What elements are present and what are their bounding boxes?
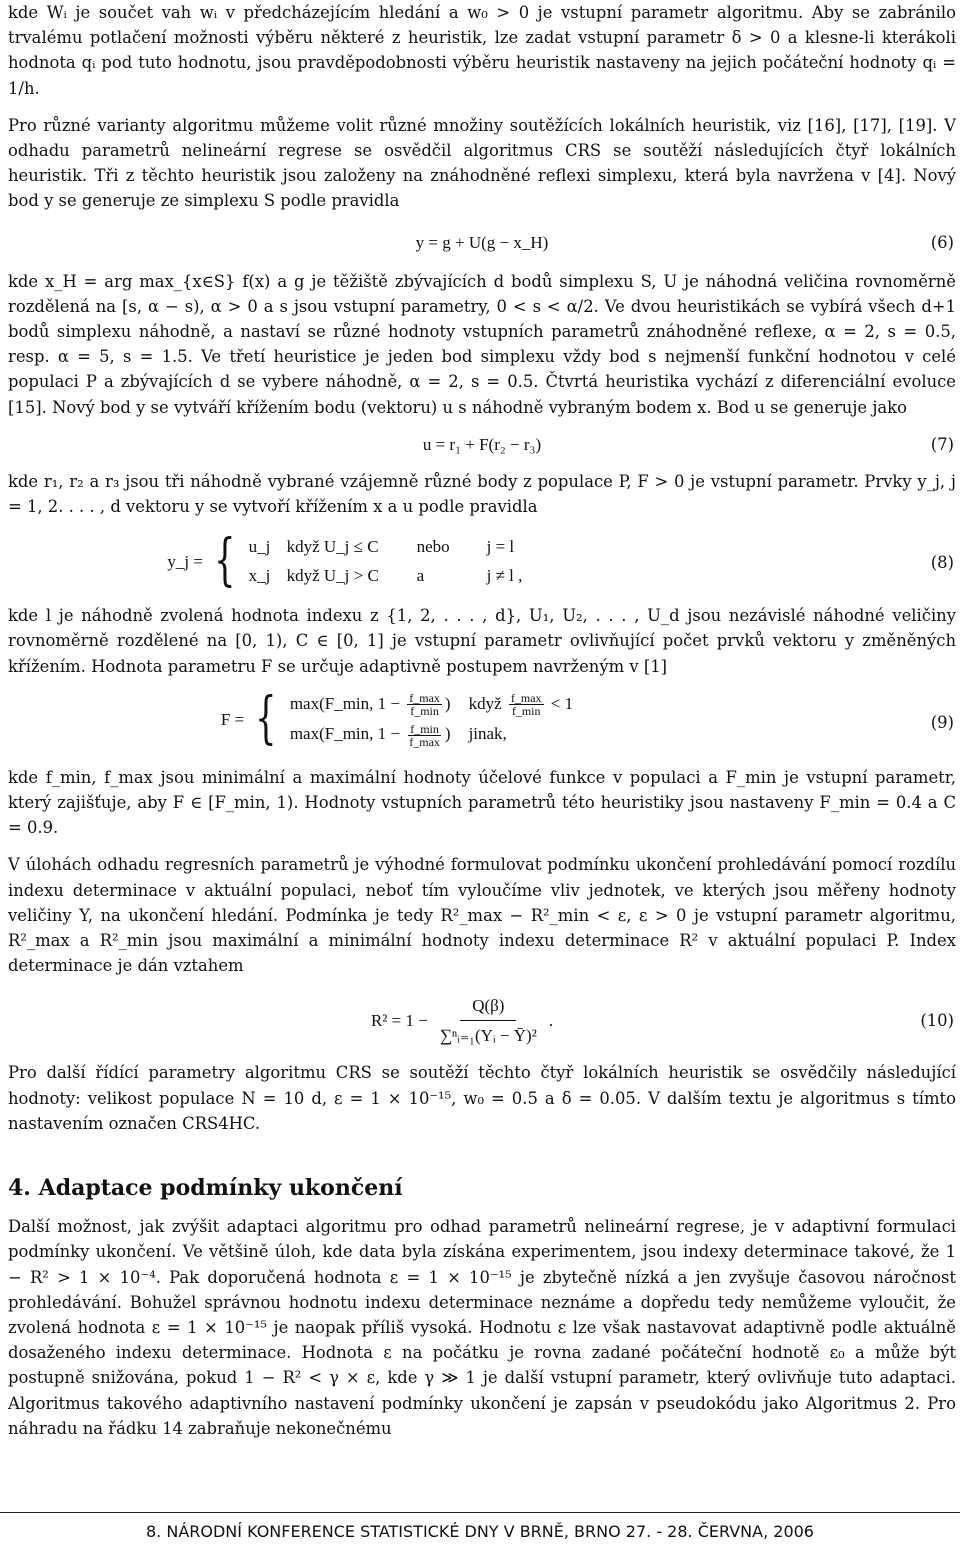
paragraph-fmin: kde f_min, f_max jsou minimální a maximální hodnoty účelové funkce v populaci a F_min je vstupní parametr, který zajišťuje, aby F ∈ [F_min, 1). Hodnoty vstupních parametrů této heuristiky jsou nastaveny F_min = 0.4 a C = 0.9. (8, 767, 956, 838)
paragraph-reflection: kde x_H = arg max_{x∈S} f(x) a g je těžiště zbývajících d bodů simplexu S, U je náhodná veličina rovnoměrně rozdělená na [s, α − s), α > 0 a s jsou vstupní parametry, 0 < s < α/2. Ve dvou heuristikách se vybírá všech d+1 bodů simplexu náhodně, a nastaví se různé hodnoty vstupních parametrů znáhodněné reflexe, α = 2, s = 0.5, resp. α = 5, s = 1.5. Ve třetí heuristice je jeden bod simplexu vždy bod s nejmenší funkční hodnotou v celé populaci P a zbývajících d se vybere náhodně, α = 2, s = 0.5. Čtvrtá heuristika vychází z diferenciální evoluce [15]. Nový bod y se vytváří křížením bodu (vektoru) u s náhodně vybraným bodem x. Bod u se generuje jako (8, 271, 956, 417)
equation-6-number: (6) (930, 232, 954, 252)
equation-10-numerator: Q(β) (460, 993, 516, 1021)
section-heading: 4. Adaptace podmínky ukončení (8, 1175, 403, 1202)
paragraph-weights: kde Wᵢ je součet vah wᵢ v předcházejícím hledání a w₀ > 0 je vstupní parametr algoritmu. Aby se zabránilo trvalému potlačení možnosti výběru některé z heuristik, lze zadat vstupní parametr δ > 0 a klesne-li kterákoli hodnota qᵢ pod tuto hodnotu, jsou pravděpodobnosti výběru heuristik nastaveny na jejich počáteční hodnoty qᵢ = 1/h. (8, 3, 956, 98)
equation-10-lhs: R² = 1 − (370, 1010, 428, 1030)
eq8-r1-var: u_j (248, 537, 271, 557)
eq9-row2-cond: jinak, (468, 724, 507, 744)
paragraph-adaptation: Další možnost, jak zvýšit adaptaci algoritmu pro odhad parametrů nelineární regrese, je v adaptivní formulaci podmínky ukončení. Ve většině úloh, kde data byla získána experimentem, jsou indexy determinace takové, že 1 − R² > 1 × 10⁻⁴. Pak doporučená hodnota ε = 1 × 10⁻¹⁵ je zbytečně nízká a jen zvyšuje časovou náročnost prohledávání. Bohužel správnou hodnotu indexu determinace neznáme a dopředu tedy nemůžeme vyloučit, že zvolená hodnota ε = 1 × 10⁻¹⁵ je naopak příliš vysoká. Hodnotu ε lze však nastavovat adaptivně podle aktuálně dosaženého indexu determinace. Hodnota ε na počátku je rovna zadané počáteční hodnotě ε₀ a může být postupně snižována, pokud 1 − R² < γ × ε, kde γ ≫ 1 je další vstupní parametr, který ovlivňuje tuto adaptaci. Algoritmus takového adaptivního nastavení podmínky ukončení je zapsán v pseudokódu jako Algoritmus 2. Pro náhradu na řádku 14 zabraňuje nekonečnému (8, 1217, 956, 1438)
paragraph-crossover: kde r₁, r₂ a r₃ jsou tři náhodně vybrané vzájemně různé body z populace P, F > 0 je vstupní parametr. Prvky y_j, j = 1, 2. . . . , d vektoru y se vytvoří křížením x a u podle pravidla (8, 471, 956, 517)
eq8-r1-cond: když U_j ≤ C (286, 537, 379, 557)
eq8-r2-conj: a (416, 566, 425, 586)
equation-6-body: y = g + U(g − x_H) (415, 232, 549, 252)
equation-8-number: (8) (930, 553, 954, 573)
paragraph-index: kde l je náhodně zvolená hodnota indexu z {1, 2, . . . , d}, U₁, U₂, . . . , U_d jsou nezávislé náhodné veličiny rovnoměrně rozdělené na [0, 1), C ∈ [0, 1] je vstupní parametr ovlivňující počet prvků vektoru y změněných křížením. Hodnota parametru F se určuje adaptivně postupem navrženým v [1] (8, 606, 956, 676)
equation-9 (8, 686, 956, 755)
eq9-r2-fraction (407, 723, 442, 748)
eq9-row1-expr (290, 691, 451, 718)
equation-9-lhs: F = (220, 709, 245, 729)
equation-10-denominator: ∑ⁿᵢ₌₁(Yᵢ − Ȳ)² (439, 1025, 537, 1045)
left-brace-icon: { (255, 686, 277, 752)
eq9-r1c-fraction (509, 692, 544, 717)
eq9-r1-fraction (407, 692, 442, 717)
eq9-row2-expr (290, 721, 451, 748)
eq9-r2-num: f_min (410, 722, 439, 737)
eq9-r1-lt: < 1 (550, 693, 574, 713)
paragraph-termination: V úlohách odhadu regresních parametrů je výhodné formulovat podmínku ukončení prohledávání pomocí rozdílu indexu determinace v aktuální populaci, neboť tím vyloučíme vliv jednotek, ve kterých jsou měřeny hodnoty veličiny Y, na ukončení hledání. Podmínka je tedy R²_max − R²_min < ε, ε > 0 je vstupní parametr algoritmu, R²_max a R²_min jsou maximální a minimální hodnoty indexu determinace R² v aktuální populaci P. Index determinace je dán vztahem (8, 855, 956, 976)
eq9-r2-den: f_max (409, 735, 440, 750)
eq9-r1-when: když (468, 693, 502, 713)
equation-10-period: . (548, 1010, 554, 1030)
paragraph-settings: Pro další řídící parametry algoritmu CRS se soutěží těchto čtyř lokálních heuristik se osvědčily následující hodnoty: velikost populace N = 10 d, ε = 1 × 10⁻¹⁵, w₀ = 0.5 a δ = 0.05. V dalším textu je algoritmus s tímto nastavením označen CRS4HC. (8, 1063, 956, 1133)
page-footer: 8. NÁRODNÍ KONFERENCE STATISTICKÉ DNY V BRNĚ, BRNO 27. - 28. ČERVNA, 2006 (146, 1522, 814, 1541)
eq9-r2-max: max(F_min, 1 − (289, 724, 400, 744)
equation-7-body: u = r₁ + F(r₂ − r₃) (422, 434, 542, 454)
eq9-r1c-den: f_min (511, 704, 541, 719)
equation-7-number: (7) (930, 434, 954, 454)
left-brace-icon: { (214, 528, 236, 594)
equation-7 (8, 432, 956, 457)
eq9-r1-den: f_min (410, 704, 439, 719)
eq9-r1-num: f_max (409, 691, 440, 706)
footer-rule (0, 1512, 960, 1513)
equation-10-fraction (432, 993, 545, 1048)
eq9-r1-max: max(F_min, 1 − (289, 693, 400, 713)
eq8-r1-idx: j = l (486, 537, 515, 557)
equation-8-lhs: y_j = (167, 551, 203, 571)
eq9-r1c-num: f_max (510, 691, 542, 706)
equation-6 (8, 230, 956, 255)
eq8-r1-conj: nebo (416, 537, 450, 557)
equation-8 (8, 528, 956, 594)
paper-page (8, 0, 956, 1441)
eq8-r2-var: x_j (248, 566, 271, 586)
equation-10-number: (10) (920, 1011, 954, 1031)
equation-9-number: (9) (930, 712, 954, 732)
eq8-r2-cond: když U_j > C (286, 566, 379, 586)
eq9-r1-close: ) (444, 693, 451, 713)
eq9-row1-cond (469, 691, 574, 718)
paragraph-heuristics: Pro různé varianty algoritmu můžeme volit různé množiny soutěžících lokálních heuristik, viz [16], [17], [19]. V odhadu parametrů nelineární regrese se osvědčil algoritmus CRS se soutěží následujících čtyř lokálních heuristik. Tři z těchto heuristik jsou založeny na znáhodněné reflexi simplexu, která byla navržena v [4]. Nový bod y se generuje ze simplexu S podle pravidla (8, 115, 956, 211)
eq9-r2-close: ) (444, 724, 451, 744)
eq8-r2-idx: j ≠ l , (486, 566, 523, 586)
equation-10 (8, 992, 956, 1048)
